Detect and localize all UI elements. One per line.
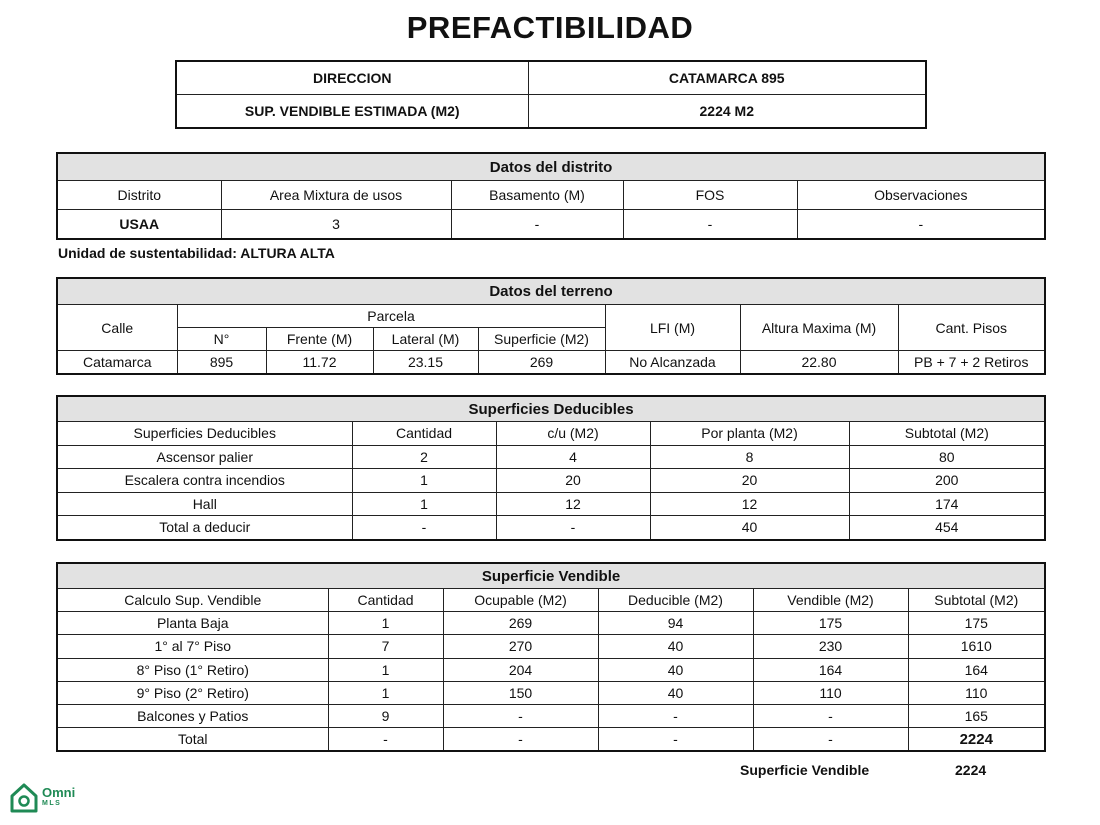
table-cell: Escalera contra incendios — [57, 469, 352, 493]
table-cell: No Alcanzada — [605, 351, 740, 375]
district-table-title: Datos del distrito — [57, 153, 1045, 181]
column-header: Distrito — [57, 181, 221, 210]
table-cell: - — [352, 516, 496, 540]
table-cell: Catamarca — [57, 351, 177, 375]
table-cell: 269 — [443, 612, 598, 635]
table-row — [57, 612, 1045, 635]
table-cell: 11.72 — [266, 351, 373, 375]
table-cell: 164 — [908, 658, 1045, 681]
table-cell: USAA — [57, 210, 221, 240]
column-header: FOS — [623, 181, 797, 210]
deductible-table — [56, 395, 1046, 541]
table-cell: 2 — [352, 445, 496, 469]
address-table — [175, 60, 927, 129]
column-header: Cantidad — [328, 589, 443, 612]
column-header: Subtotal (M2) — [908, 589, 1045, 612]
column-header: Frente (M) — [266, 328, 373, 351]
column-header: Parcela — [177, 305, 605, 328]
table-cell: - — [443, 728, 598, 752]
table-cell: 2224 — [908, 728, 1045, 752]
sustainability-note: Unidad de sustentabilidad: ALTURA ALTA — [58, 245, 335, 261]
table-cell: 1610 — [908, 635, 1045, 658]
table-cell: 9° Piso (2° Retiro) — [57, 681, 328, 704]
saleable-summary-label: Superficie Vendible — [740, 762, 870, 778]
table-cell: 40 — [598, 658, 753, 681]
table-cell: - — [443, 704, 598, 727]
house-icon — [10, 783, 38, 813]
column-header: Area Mixtura de usos — [221, 181, 451, 210]
logo-name: Omni — [42, 785, 76, 800]
table-row — [57, 516, 1045, 540]
logo-sub: MLS — [42, 800, 62, 807]
table-cell: - — [753, 704, 908, 727]
table-cell: - — [753, 728, 908, 752]
table-cell: - — [797, 210, 1045, 240]
table-cell: Planta Baja — [57, 612, 328, 635]
table-cell: 12 — [496, 492, 650, 516]
column-header: Vendible (M2) — [753, 589, 908, 612]
table-cell: 175 — [908, 612, 1045, 635]
table-cell: 40 — [598, 681, 753, 704]
table-cell: 204 — [443, 658, 598, 681]
column-header: Superficies Deducibles — [57, 422, 352, 446]
land-table-title: Datos del terreno — [57, 278, 1045, 305]
table-cell: Total a deducir — [57, 516, 352, 540]
table-cell: 12 — [650, 492, 849, 516]
table-cell: 164 — [753, 658, 908, 681]
column-header: Cantidad — [352, 422, 496, 446]
column-header: Por planta (M2) — [650, 422, 849, 446]
table-row — [57, 445, 1045, 469]
table-row — [57, 704, 1045, 727]
saleable-table — [56, 562, 1046, 752]
table-cell: 9 — [328, 704, 443, 727]
table-cell: 165 — [908, 704, 1045, 727]
table-cell: 174 — [849, 492, 1045, 516]
land-table — [56, 277, 1046, 375]
table-cell: 3 — [221, 210, 451, 240]
table-cell: 23.15 — [373, 351, 478, 375]
table-cell: 110 — [908, 681, 1045, 704]
table-cell: Total — [57, 728, 328, 752]
table-cell: 1° al 7° Piso — [57, 635, 328, 658]
table-cell: 1 — [352, 469, 496, 493]
table-cell: - — [451, 210, 623, 240]
saleable-summary-value: 2224 — [955, 762, 987, 778]
table-row — [57, 635, 1045, 658]
sup-vendible-value: 2224 M2 — [528, 95, 926, 129]
table-cell: 8 — [650, 445, 849, 469]
table-row — [57, 469, 1045, 493]
table-cell: - — [623, 210, 797, 240]
table-cell: - — [598, 704, 753, 727]
table-row — [57, 728, 1045, 752]
column-header: N° — [177, 328, 266, 351]
table-cell: 40 — [650, 516, 849, 540]
table-cell: 110 — [753, 681, 908, 704]
table-cell: 200 — [849, 469, 1045, 493]
table-cell: 1 — [352, 492, 496, 516]
direccion-label: DIRECCION — [176, 61, 528, 95]
saleable-table-title: Superficie Vendible — [57, 563, 1045, 589]
column-header: Subtotal (M2) — [849, 422, 1045, 446]
table-cell: 20 — [496, 469, 650, 493]
table-row — [57, 492, 1045, 516]
table-cell: 8° Piso (1° Retiro) — [57, 658, 328, 681]
column-header: Basamento (M) — [451, 181, 623, 210]
table-cell: 230 — [753, 635, 908, 658]
table-cell: 80 — [849, 445, 1045, 469]
table-cell: 7 — [328, 635, 443, 658]
column-header: Calle — [57, 305, 177, 351]
column-header: Calculo Sup. Vendible — [57, 589, 328, 612]
table-cell: 4 — [496, 445, 650, 469]
table-cell: 1 — [328, 681, 443, 704]
column-header: Deducible (M2) — [598, 589, 753, 612]
district-table — [56, 152, 1046, 240]
table-cell: 94 — [598, 612, 753, 635]
table-cell: - — [598, 728, 753, 752]
table-cell: 22.80 — [740, 351, 898, 375]
page-title: PREFACTIBILIDAD — [406, 10, 694, 45]
table-cell: Balcones y Patios — [57, 704, 328, 727]
sup-vendible-label: SUP. VENDIBLE ESTIMADA (M2) — [176, 95, 528, 129]
table-cell: - — [496, 516, 650, 540]
table-cell: 269 — [478, 351, 605, 375]
column-header: Cant. Pisos — [898, 305, 1045, 351]
deductible-table-title: Superficies Deducibles — [57, 396, 1045, 422]
table-cell: 454 — [849, 516, 1045, 540]
table-row — [57, 681, 1045, 704]
column-header: Observaciones — [797, 181, 1045, 210]
table-cell: Ascensor palier — [57, 445, 352, 469]
table-cell: 20 — [650, 469, 849, 493]
table-cell: - — [328, 728, 443, 752]
table-cell: 40 — [598, 635, 753, 658]
table-row — [57, 658, 1045, 681]
table-cell: PB + 7 + 2 Retiros — [898, 351, 1045, 375]
table-cell: 175 — [753, 612, 908, 635]
column-header: Altura Maxima (M) — [740, 305, 898, 351]
column-header: Superficie (M2) — [478, 328, 605, 351]
column-header: Ocupable (M2) — [443, 589, 598, 612]
table-cell: 1 — [328, 612, 443, 635]
direccion-value: CATAMARCA 895 — [528, 61, 926, 95]
column-header: Lateral (M) — [373, 328, 478, 351]
column-header: LFI (M) — [605, 305, 740, 351]
table-cell: 1 — [328, 658, 443, 681]
column-header: c/u (M2) — [496, 422, 650, 446]
table-cell: 270 — [443, 635, 598, 658]
table-cell: Hall — [57, 492, 352, 516]
omni-mls-logo — [10, 783, 75, 813]
table-cell: 150 — [443, 681, 598, 704]
table-cell: 895 — [177, 351, 266, 375]
